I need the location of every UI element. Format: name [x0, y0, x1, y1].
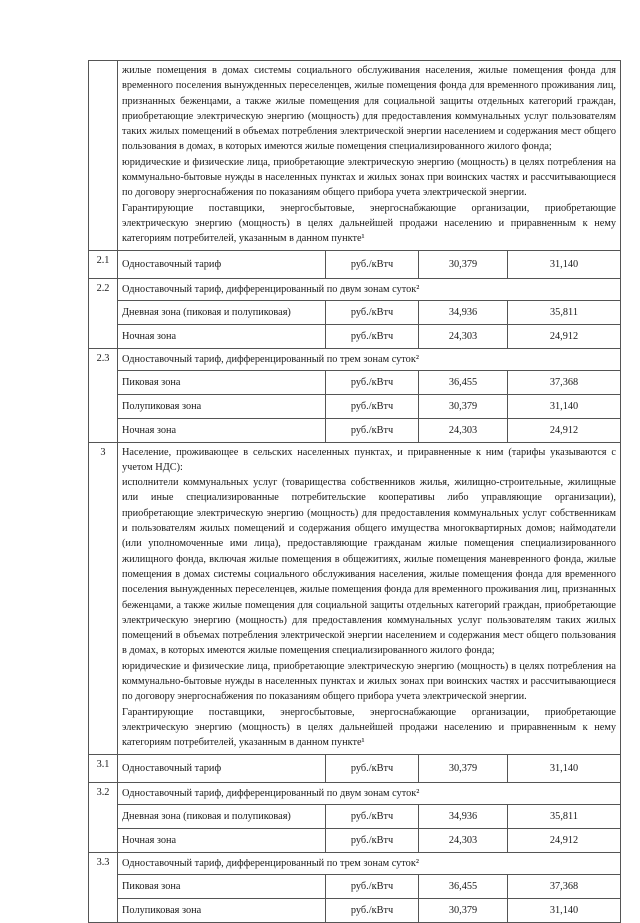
tariff-value-2: 37,368	[508, 370, 621, 394]
tariff-value-2: 31,140	[508, 754, 621, 782]
description-paragraph: жилые помещения в домах системы социального обслуживания населения, жилые помещения фонда для временного поселения вынужденных переселенцев, жилые помещения фонда для временного проживания лиц, признанных беженцами, а также жилые помещения для социальной защиты отдельных категорий граждан, приобретающие электрическую энергию (мощность) для предоставления коммунальных услуг пользователям таких жилых помещений в объемах потребления электрической энергии населением и содержания мест общего пользования в домах, в которых имеются жилые помещения специализированного жилого фонда;	[122, 65, 616, 153]
section-number: 2.3	[89, 348, 118, 442]
tariff-section-row	[89, 782, 621, 804]
item-number: 3	[89, 442, 118, 754]
table-row	[89, 898, 621, 922]
unit-cell: руб./кВтч	[326, 754, 419, 782]
table-row	[89, 324, 621, 348]
section-title: Одноставочный тариф	[118, 250, 326, 278]
tariff-value-2: 35,811	[508, 300, 621, 324]
tariff-value-2: 35,811	[508, 804, 621, 828]
tariff-value-2: 24,912	[508, 828, 621, 852]
tariff-value-1: 24,303	[419, 828, 508, 852]
tariff-table	[88, 60, 621, 923]
description-paragraph: исполнители коммунальных услуг (товарищества собственников жилья, жилищно-строительные, жилищные или иные специализированные потребительские кооперативы либо управляющие организации), приобретающие электрическую энергию (мощность) для предоставления коммунальных услуг собственникам и пользователям жилых помещений и содержания общего имущества многоквартирных домов; наймодатели (или уполномоченные ими лица), предоставляющие гражданам жилые помещения специализированного жилищного фонда, включая жилые помещения в общежитиях, жилые помещения маневренного фонда, жилые помещения в домах системы социального обслуживания населения, жилые помещения фонда для временного поселения вынужденных переселенцев, жилые помещения фонда для временного проживания лиц, признанных беженцами, а также жилые помещения для социальной защиты отдельных категорий граждан, приобретающие электрическую энергию (мощность) для предоставления коммунальных услуг пользователям таких жилых помещений в объемах потребления электрической энергии населением и содержания мест общего пользования в домах, в которых имеются жилые помещения специализированного жилого фонда;	[122, 477, 616, 657]
section-number: 2.2	[89, 278, 118, 348]
section-number: 3.3	[89, 852, 118, 922]
description-paragraph: юридические и физические лица, приобретающие электрическую энергию (мощность) в целях потребления на коммунально-бытовые нужды в населенных пунктах и жилых зонах при воинских частях и рассчитывающиеся по договору энергоснабжения по показаниям общего прибора учета электрической энергии.	[122, 156, 616, 199]
zone-label: Дневная зона (пиковая и полупиковая)	[118, 300, 326, 324]
section-title: Одноставочный тариф, дифференцированный по двум зонам суток²	[118, 278, 621, 300]
tariff-value-2: 31,140	[508, 394, 621, 418]
zone-label: Ночная зона	[118, 418, 326, 442]
description-paragraph: Население, проживающее в сельских населенных пунктах, и приравненные к ним (тарифы указываются с учетом НДС):	[122, 446, 616, 473]
zone-label: Ночная зона	[118, 828, 326, 852]
unit-cell: руб./кВтч	[326, 874, 419, 898]
unit-cell: руб./кВтч	[326, 828, 419, 852]
description-row	[89, 61, 621, 251]
tariff-value-1: 24,303	[419, 418, 508, 442]
tariff-section-row	[89, 348, 621, 370]
unit-cell: руб./кВтч	[326, 250, 419, 278]
tariff-section-row	[89, 250, 621, 278]
table-row	[89, 370, 621, 394]
section-number: 3.1	[89, 754, 118, 782]
unit-cell: руб./кВтч	[326, 418, 419, 442]
zone-label: Пиковая зона	[118, 370, 326, 394]
tariff-value-1: 24,303	[419, 324, 508, 348]
tariff-section-row	[89, 754, 621, 782]
table-row	[89, 828, 621, 852]
unit-cell: руб./кВтч	[326, 804, 419, 828]
tariff-value-2: 24,912	[508, 418, 621, 442]
table-row	[89, 874, 621, 898]
tariff-value-1: 30,379	[419, 754, 508, 782]
tariff-value-2: 37,368	[508, 874, 621, 898]
zone-label: Ночная зона	[118, 324, 326, 348]
tariff-value-2: 31,140	[508, 898, 621, 922]
zone-label: Полупиковая зона	[118, 898, 326, 922]
consumer-description	[118, 442, 621, 754]
tariff-section-row	[89, 852, 621, 874]
section-title: Одноставочный тариф, дифференцированный по трем зонам суток²	[118, 348, 621, 370]
tariff-value-1: 34,936	[419, 804, 508, 828]
table-row	[89, 394, 621, 418]
section-title: Одноставочный тариф, дифференцированный по двум зонам суток²	[118, 782, 621, 804]
unit-cell: руб./кВтч	[326, 300, 419, 324]
section-title: Одноставочный тариф	[118, 754, 326, 782]
tariff-value-2: 24,912	[508, 324, 621, 348]
tariff-value-1: 30,379	[419, 250, 508, 278]
tariff-value-1: 30,379	[419, 898, 508, 922]
table-row	[89, 804, 621, 828]
unit-cell: руб./кВтч	[326, 394, 419, 418]
tariff-value-1: 36,455	[419, 874, 508, 898]
item-number	[89, 61, 118, 251]
unit-cell: руб./кВтч	[326, 898, 419, 922]
section-number: 3.2	[89, 782, 118, 852]
section-number: 2.1	[89, 250, 118, 278]
unit-cell: руб./кВтч	[326, 324, 419, 348]
table-row	[89, 300, 621, 324]
table-row	[89, 418, 621, 442]
zone-label: Дневная зона (пиковая и полупиковая)	[118, 804, 326, 828]
description-paragraph: Гарантирующие поставщики, энергосбытовые, энергоснабжающие организации, приобретающие электрическую энергию (мощность) в целях дальнейшей продажи населению и приравненным к нему категориям потребителей, указанным в данном пункте¹	[122, 706, 616, 749]
tariff-value-1: 34,936	[419, 300, 508, 324]
consumer-description	[118, 61, 621, 251]
zone-label: Полупиковая зона	[118, 394, 326, 418]
tariff-value-1: 30,379	[419, 394, 508, 418]
unit-cell: руб./кВтч	[326, 370, 419, 394]
section-title: Одноставочный тариф, дифференцированный по трем зонам суток²	[118, 852, 621, 874]
tariff-value-2: 31,140	[508, 250, 621, 278]
tariff-section-row	[89, 278, 621, 300]
description-paragraph: юридические и физические лица, приобретающие электрическую энергию (мощность) в целях потребления на коммунально-бытовые нужды в населенных пунктах и жилых зонах при воинских частях и рассчитывающиеся по договору энергоснабжения по показаниям общего прибора учета электрической энергии.	[122, 660, 616, 703]
zone-label: Пиковая зона	[118, 874, 326, 898]
description-row	[89, 442, 621, 754]
description-paragraph: Гарантирующие поставщики, энергосбытовые, энергоснабжающие организации, приобретающие электрическую энергию (мощность) в целях дальнейшей продажи населению и приравненным к нему категориям потребителей, указанным в данном пункте¹	[122, 202, 616, 245]
tariff-value-1: 36,455	[419, 370, 508, 394]
